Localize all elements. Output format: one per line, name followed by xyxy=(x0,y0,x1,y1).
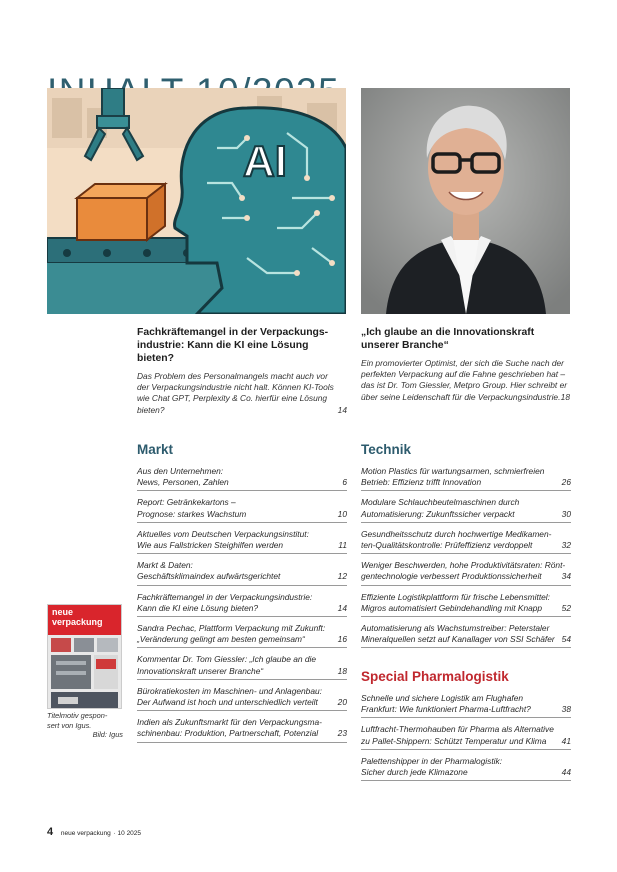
feature-text: Ein promovierter Optimist, der sich die Suche nach der perfekten Verpackung auf die Fahne geschrieben hat – das ist Dr. Tom Giessler, Metpro Group. Hier schreibt er über seine Leidenschaft für die Verpackungsindustrie. 18 xyxy=(361,358,570,402)
toc-entry[interactable] xyxy=(137,560,347,585)
toc-entry-line2: schinenbau: Produktion, Partnerschaft, Potenzial xyxy=(137,728,319,739)
footer-issue: · 10 2025 xyxy=(113,830,142,837)
page-number: 18 xyxy=(560,391,570,402)
toc-entry[interactable] xyxy=(137,717,347,742)
page-number: 14 xyxy=(337,404,347,415)
toc-entry[interactable] xyxy=(361,466,571,491)
toc-entry-line1: Automatisierung als Wachstumstreiber: Peterstaler xyxy=(361,623,550,634)
toc-entry[interactable] xyxy=(137,654,347,679)
toc-entry-line1: Aus den Unternehmen: xyxy=(137,466,224,476)
toc-entry[interactable] xyxy=(361,560,571,585)
toc-entry-line1: Palettenshipper in der Pharmalogistik: xyxy=(361,755,503,766)
page-number: 23 xyxy=(337,728,347,739)
toc-entry[interactable] xyxy=(137,592,347,617)
cover-collage xyxy=(48,635,121,709)
toc-entry-line1: Markt & Daten: xyxy=(137,560,193,571)
footer-page-number: 4 xyxy=(47,826,54,838)
toc-entry-line2: ten-Qualitätskontrolle: Prüfeffizienz verdoppelt xyxy=(361,540,533,551)
page-number: 34 xyxy=(561,571,571,582)
footer-magazine: neue verpackung xyxy=(60,830,111,837)
toc-entry[interactable] xyxy=(361,529,571,554)
toc-entry-line2: Sicher durch jede Klimazone xyxy=(361,767,468,778)
page-number: 30 xyxy=(561,508,571,519)
page-number: 6 xyxy=(342,477,347,488)
feature-article-ai[interactable] xyxy=(137,326,347,416)
page-number: 41 xyxy=(561,735,571,746)
page-number: 44 xyxy=(561,767,571,778)
magazine-cover-thumbnail[interactable] xyxy=(47,604,122,709)
toc-entry-line2: Kann die KI eine Lösung bieten? xyxy=(137,602,259,613)
page-number: 26 xyxy=(561,477,571,488)
page-number: 10 xyxy=(337,508,347,519)
toc-entry-line1: Sandra Pechac, Plattform Verpackung mit Zukunft: xyxy=(137,623,326,634)
page-number: 38 xyxy=(561,704,571,715)
toc-entry-line2: „Veränderung gelingt am besten gemeinsam“ xyxy=(137,634,305,645)
toc-entry-line2: Innovationskraft unserer Branche“ xyxy=(137,665,264,676)
page-number: 11 xyxy=(338,540,347,551)
page-number: 12 xyxy=(337,571,347,582)
toc-entry-line2: Migros automatisiert Gebindehandling mit Knapp xyxy=(361,602,543,613)
toc-entry-line2: Automatisierung: Zukunftssicher verpackt xyxy=(361,508,515,519)
feature-title: Fachkräftemangel in der Verpackungs- industrie: Kann die KI eine Lösung bieten? xyxy=(137,327,329,364)
cover-brand-l2: verpackung xyxy=(52,617,103,627)
toc-entry[interactable] xyxy=(361,623,571,648)
toc-entry[interactable] xyxy=(137,497,347,522)
toc-entry[interactable] xyxy=(137,529,347,554)
toc-entry[interactable] xyxy=(361,497,571,522)
feature-title: „Ich glaube an die Innovationskraft unserer Branche“ xyxy=(361,327,535,351)
page-number: 16 xyxy=(337,634,347,645)
special-list xyxy=(361,693,571,781)
ai-illustration-image xyxy=(47,88,346,314)
technik-section xyxy=(361,442,571,654)
toc-entry[interactable] xyxy=(361,756,571,781)
markt-section xyxy=(137,442,347,749)
toc-entry-line1: Gesundheitsschutz durch hochwertige Medikamen- xyxy=(361,528,552,539)
feature-text: Das Problem des Personalmangels macht auch vor der Verpackungsindustrie nicht halt. Können KI-Tools wie Chat GPT, Perplexity & Co. hierfür eine Lösung bieten? 14 xyxy=(137,371,347,415)
toc-entry-line2: Der Aufwand ist hoch und unterschiedlich verteilt xyxy=(137,697,318,708)
toc-entry-line2: Geschäftsklimaindex aufwärtsgerichtet xyxy=(137,571,281,582)
toc-entry-line1: Indien als Zukunftsmarkt für den Verpackungsma- xyxy=(137,717,322,728)
toc-entry[interactable] xyxy=(361,693,571,718)
toc-entry-line1: Schnelle und sichere Logistik am Flughafen xyxy=(361,693,524,703)
portrait-photo xyxy=(361,88,570,314)
toc-entry-line1: Bürokratiekosten im Maschinen- und Anlagenbau: xyxy=(137,685,322,696)
cover-brand-l1: neue xyxy=(52,607,74,617)
toc-entry-line1: Weniger Beschwerden, hohe Produktivitätsraten: Rönt- xyxy=(361,560,566,571)
toc-entry-line2: News, Personen, Zahlen xyxy=(137,477,229,488)
toc-entry[interactable] xyxy=(361,724,571,749)
section-heading-special: Special Pharmalogistik xyxy=(361,669,509,684)
toc-entry-line2: zu Pallet-Shippern: Schützt Temperatur und Klima xyxy=(361,735,547,746)
page-number: 32 xyxy=(561,540,571,551)
page-footer xyxy=(47,826,141,838)
page-number: 18 xyxy=(337,665,347,676)
image-credit: Bild: Igus xyxy=(92,730,123,739)
markt-list xyxy=(137,466,347,743)
cover-caption: Titelmotiv gespon- sert von Igus. Bild: Igus xyxy=(47,711,123,739)
toc-entry-line2: Betrieb: Effizienz trifft Innovation xyxy=(361,477,482,488)
toc-entry-line2: Mineralquellen setzt auf Kanallager von SSI Schäfer xyxy=(361,634,555,645)
special-section xyxy=(361,669,571,787)
toc-entry[interactable] xyxy=(137,686,347,711)
toc-entry-line1: Luftfracht-Thermohauben für Pharma als Alternative xyxy=(361,724,554,735)
toc-entry-line1: Motion Plastics für wartungsarmen, schmierfreien xyxy=(361,466,545,476)
toc-entry-line2: gentechnologie verbessert Produktionssicherheit xyxy=(361,571,542,582)
page-number: 52 xyxy=(561,602,571,613)
toc-entry-line2: Frankfurt: Wie funktioniert Pharma-Luftfracht? xyxy=(361,704,531,715)
toc-entry-line1: Kommentar Dr. Tom Giessler: „Ich glaube an die xyxy=(137,654,317,665)
toc-entry-line2: Prognose: starkes Wachstum xyxy=(137,508,247,519)
toc-entry[interactable] xyxy=(137,466,347,491)
toc-entry-line1: Aktuelles vom Deutschen Verpackungsinstitut: xyxy=(137,528,309,539)
page-number: 20 xyxy=(337,697,347,708)
ai-label: AI xyxy=(243,137,287,186)
feature-article-giessler[interactable] xyxy=(361,326,570,403)
toc-entry-line1: Modulare Schlauchbeutelmaschinen durch xyxy=(361,497,520,508)
page-number: 14 xyxy=(337,602,347,613)
toc-entry-line1: Effiziente Logistikplattform für frische Lebensmittel: xyxy=(361,591,550,602)
toc-entry-line1: Report: Getränkekartons – xyxy=(137,497,236,508)
section-heading-technik: Technik xyxy=(361,442,412,457)
toc-entry-line2: Wie aus Fallstricken Steighilfen werden xyxy=(137,540,284,551)
toc-entry[interactable] xyxy=(361,592,571,617)
page-number: 54 xyxy=(561,634,571,645)
section-heading-markt: Markt xyxy=(137,442,174,457)
technik-list xyxy=(361,466,571,648)
toc-entry[interactable] xyxy=(137,623,347,648)
toc-entry-line1: Fachkräftemangel in der Verpackungsindustrie: xyxy=(137,591,313,602)
